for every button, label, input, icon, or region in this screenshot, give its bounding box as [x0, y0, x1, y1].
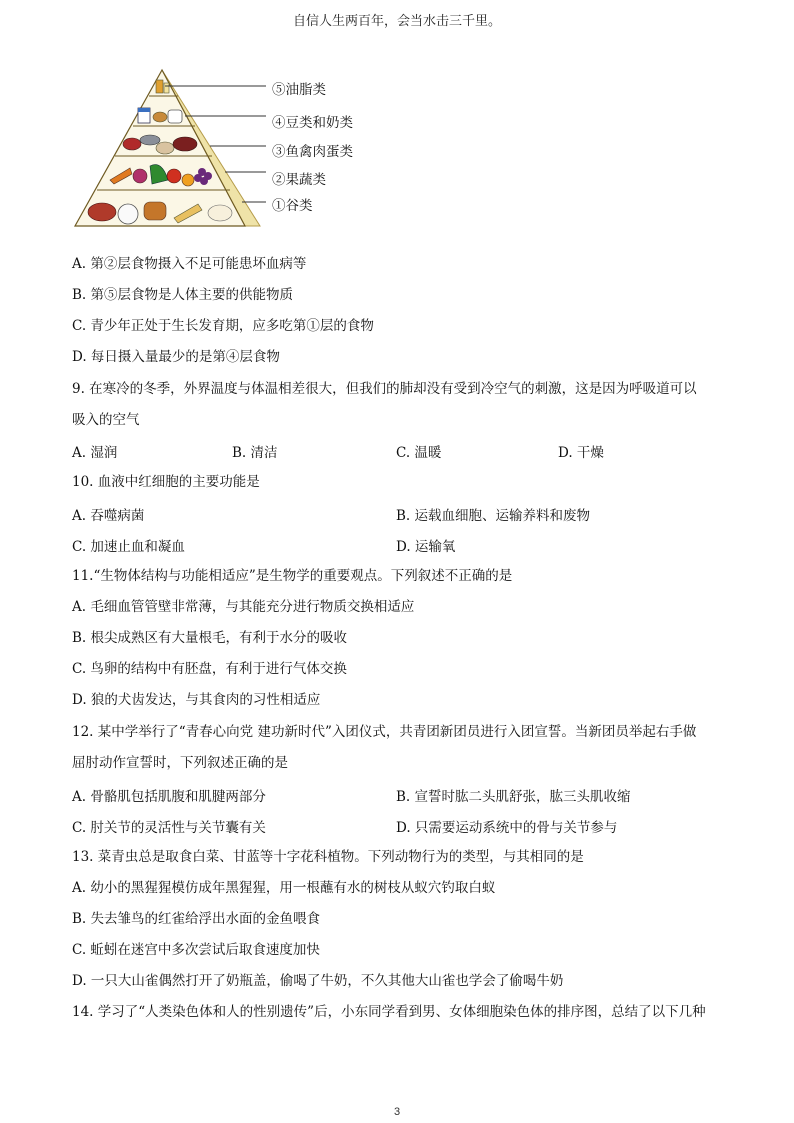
pyramid-label-level-5: ⑤油脂类	[272, 82, 326, 98]
q13-stem: 13. 菜青虫总是取食白菜、甘蓝等十字花科植物。下列动物行为的类型，与其相同的是	[72, 849, 584, 865]
pyramid-label-level-4: ④豆类和奶类	[272, 115, 353, 131]
q8-option-a: A. 第②层食物摄入不足可能患坏血病等	[72, 256, 307, 272]
q9-option-c: C. 温暖	[396, 445, 442, 461]
q10-option-b: B. 运载血细胞、运输养料和废物	[396, 508, 591, 524]
q11-option-b: B. 根尖成熟区有大量根毛，有利于水分的吸收	[72, 630, 348, 646]
q9-option-d: D. 干燥	[558, 445, 604, 461]
pyramid-label-level-3: ③鱼禽肉蛋类	[272, 144, 353, 160]
q10-option-a: A. 吞噬病菌	[72, 508, 145, 524]
q12-option-c: C. 肘关节的灵活性与关节囊有关	[72, 820, 266, 836]
q9-stem-line-1: 9. 在寒冷的冬季，外界温度与体温相差很大，但我们的肺却没有受到冷空气的刺激，这是因为呼吸道可以	[72, 381, 697, 397]
q9-option-b: B. 清洁	[232, 445, 278, 461]
food-pyramid-illustration	[70, 68, 270, 230]
q11-option-c: C. 鸟卵的结构中有胚盘，有利于进行气体交换	[72, 661, 347, 677]
q8-option-b: B. 第⑤层食物是人体主要的供能物质	[72, 287, 294, 303]
q12-stem-line-1: 12. 某中学举行了“青春心向党 建功新时代”入团仪式，共青团新团员进行入团宣誓。当新团员举起右手做	[72, 724, 697, 740]
pyramid-label-level-1: ①谷类	[272, 198, 313, 214]
q12-option-d: D. 只需要运动系统中的骨与关节参与	[396, 820, 618, 836]
page-header-motto: 自信人生两百年，会当水击三千里。	[292, 14, 501, 29]
q10-option-c: C. 加速止血和凝血	[72, 539, 185, 555]
q14-stem: 14. 学习了“人类染色体和人的性别遗传”后，小东同学看到男、女体细胞染色体的排序图，总结了以下几种	[72, 1004, 706, 1020]
q10-stem: 10. 血液中红细胞的主要功能是	[72, 474, 260, 490]
pyramid-label-level-2: ②果蔬类	[272, 172, 326, 188]
q13-option-b: B. 失去雏鸟的红雀给浮出水面的金鱼喂食	[72, 911, 321, 927]
q11-option-d: D. 狼的犬齿发达，与其食肉的习性相适应	[72, 692, 321, 708]
q11-stem: 11.“生物体结构与功能相适应”是生物学的重要观点。下列叙述不正确的是	[72, 568, 513, 584]
q9-option-a: A. 湿润	[72, 445, 118, 461]
q9-stem-line-2: 吸入的空气	[72, 412, 140, 428]
q10-option-d: D. 运输氧	[396, 539, 456, 555]
q11-option-a: A. 毛细血管管壁非常薄，与其能充分进行物质交换相适应	[72, 599, 415, 615]
q8-option-c: C. 青少年正处于生长发育期，应多吃第①层的食物	[72, 318, 374, 334]
q12-option-a: A. 骨骼肌包括肌腹和肌腱两部分	[72, 789, 266, 805]
q13-option-d: D. 一只大山雀偶然打开了奶瓶盖，偷喝了牛奶，不久其他大山雀也学会了偷喝牛奶	[72, 973, 564, 989]
q13-option-a: A. 幼小的黑猩猩模仿成年黑猩猩，用一根蘸有水的树枝从蚁穴钓取白蚁	[72, 880, 496, 896]
q12-stem-line-2: 屈肘动作宣誓时，下列叙述正确的是	[72, 755, 288, 771]
q13-option-c: C. 蚯蚓在迷宫中多次尝试后取食速度加快	[72, 942, 320, 958]
q8-option-d: D. 每日摄入量最少的是第④层食物	[72, 349, 280, 365]
q12-option-b: B. 宣誓时肱二头肌舒张，肱三头肌收缩	[396, 789, 631, 805]
page-number: 3	[393, 1106, 401, 1118]
